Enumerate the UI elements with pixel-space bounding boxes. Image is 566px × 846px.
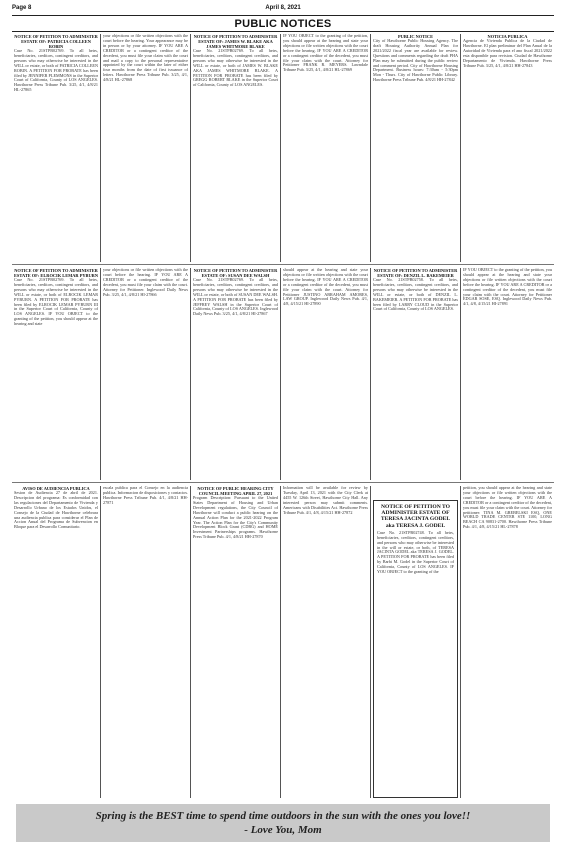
row-divider-2 — [12, 482, 554, 483]
page-date: April 8, 2021 — [265, 5, 301, 11]
notice-title: NOTICIA PUBLICA — [487, 34, 528, 39]
header-rule — [12, 15, 554, 16]
notice-body: Program Description: Pursuant to the United States Department of Housing and Urban Development regulations, the City Council of Hawthorne will conduct a public hearing on the Annual Action Plan for the 2021-2022 Program Year. The Action Plan for the City's Community Development Block Grant (CDBG) and HOME Investment Partnerships programs. Hawthorne Press Tribune Pub. 4/1, 4/8/21 HH-27870 — [193, 495, 278, 540]
notice-column — [101, 268, 190, 480]
notice-column — [101, 34, 190, 262]
notice-title: NOTICE OF PETITION TO ADMINISTER ESTATE OF TERESA JACINTA GODEL aka TERESA J. GODEL — [380, 504, 451, 529]
notices-row-1 — [12, 34, 554, 262]
ad-line-2: - Love You, Mom — [244, 824, 322, 836]
notice-column — [12, 268, 100, 480]
notice-body: your objections or file written objections with the court before the hearing. IF YOU ARE A CREDITOR or a contingent creditor of the decedent, you must file your claim with the court. Attorney for Petitioner. Inglewood Daily News Pub. 3/25, 4/1, 4/8/21 HI-27866 — [103, 268, 188, 297]
notice-body: Case No. 21STPB02769. To all heirs, beneficiaries, creditors, contingent creditors, and persons who may otherwise be interested in the WILL or estate, or both of SUSAN DEE WALSH. A PETITION FOR PROBATE has been filed by JEFFREY WALSH in the Superior Court of California, County of LOS ANGELES. Inglewood Daily News Pub. 3/25, 4/1, 4/8/21 HI-27867 — [193, 277, 278, 317]
notice-body: Information will be available for review by Tuesday, April 13, 2021 with the City Clerk at 4455 W. 126th Street, Hawthorne City Hall. Any interested person may submit comments. Americans with Disabilities Act. Hawthorne Press Tribune Pub. 4/1, 4/8, 4/15/21 HH-27872 — [283, 486, 368, 515]
notice-column — [371, 486, 460, 798]
notice-column — [461, 268, 554, 480]
notice-blake-estate — [193, 34, 278, 262]
notice-aviso-continued — [103, 486, 188, 798]
notices-row-3 — [12, 486, 554, 798]
notice-column — [12, 486, 100, 798]
notice-title: AVISO DE AUDIENCIA PUBLICA — [22, 486, 90, 491]
notice-title: NOTICE OF PUBLIC HEARING CITY COUNCIL MEETING APRIL 27, 2021 — [197, 486, 274, 496]
spring-message-ad — [16, 804, 550, 842]
notice-pyburn-estate — [14, 268, 98, 480]
notice-walsh-estate — [193, 268, 278, 480]
notice-column — [461, 34, 554, 262]
notice-column — [191, 268, 280, 480]
notice-body: IF YOU OBJECT to the granting of the petition, you should appear at the hearing and state your objections or file written objections with the court before the hearing. IF YOU ARE A CREDITOR or a contingent creditor of the decedent, you must file your claim with the court. Attorney for Petitioner EDGAR SOSE, ESQ. Inglewood Daily News Pub. 4/1, 4/8, 4/15/21 HI-27891 — [463, 268, 552, 307]
notice-column — [461, 486, 554, 798]
notice-godel-continued — [463, 486, 552, 798]
notice-public-hearing-continued — [283, 486, 368, 798]
notice-column — [281, 34, 370, 262]
notice-bakemeier-estate — [373, 268, 458, 480]
notice-column — [281, 268, 370, 480]
notice-body: should appear at the hearing and state your objections or file written objections with the court before the hearing. IF YOU ARE A CREDITOR or a contingent creditor of the decedent, you must file your claim with the court. Attorney for Petitioner JUSTINO ABRAHAM AMORES, LAW GROUP. Inglewood Daily News Pub. 4/1, 4/8, 4/15/21 HI-27890 — [283, 268, 368, 307]
notice-body: petition, you should appear at the hearing and state your objections or file written objections with the court before the hearing. IF YOU ARE A CREDITOR or a contingent creditor of the decedent, you must file your claim with the court. Attorney for petitioner: TINA M. GREBELSKI ESQ, ONE WORLD TRADE CENTER STE 1100, LONG BEACH CA 90831-2700. Hawthorne Press Tribune Pub. 4/1, 4/8, 4/15/21 HL-27878 — [463, 486, 552, 530]
notice-column — [12, 34, 100, 262]
row-divider-1 — [12, 264, 554, 265]
notice-column — [191, 34, 280, 262]
notice-bakemeier-continued — [463, 268, 552, 480]
notice-body: City of Hawthorne Public Housing Agency. The draft Housing Authority Annual Plan for 2021/2022 fiscal year are available for review. Questions and comments regarding the draft PHA Plan may be submitted during the public review and comment period. City of Hawthorne Housing Department. Business hours: 7:30am - 5:30pm Mon - Thurs. City of Hawthorne Public Library. Hawthorne Press Tribune Pub. 4/8/21 HH-27842 — [373, 38, 458, 83]
ad-line-1: Spring is the BEST time to spend time outdoors in the sun with the ones you love!! — [95, 810, 471, 822]
notice-column — [191, 486, 280, 798]
notice-body: Case No. 21STPB02748. To all heirs, beneficiaries, creditors, contingent creditors, and persons who may otherwise be interested in the will or estate, or both, of TERESA JACINTA GODEL aka TERESA J. GODEL. A PETITION FOR PROBATE has been filed by Barbi M. Godel in the Superior Court of California, County of LOS ANGELES. IF YOU OBJECT to the granting of the — [377, 529, 454, 575]
notice-godel-estate — [373, 500, 458, 798]
page-header — [12, 5, 554, 15]
section-rule — [12, 31, 554, 32]
notice-column — [101, 486, 190, 798]
notice-noticia-publica — [463, 34, 552, 262]
notice-blake-continued — [283, 34, 368, 262]
notice-robin-estate — [14, 34, 98, 262]
notice-aviso-audiencia — [14, 486, 98, 798]
notice-body: Case No. 21STPB02769. To all heirs, beneficiaries, creditors, contingent creditors, and persons who may otherwise be interested in the WILL or estate, or both of ELROCIK LEMAR PYBURN. A PETITION FOR PROBATE has been filed by ELROCIK LEMAR PYBURN III in the Superior Court of California, County of LOS ANGELES. IF YOU OBJECT to the granting of the petition, you should appear at the hearing and state — [14, 277, 98, 327]
notice-walsh-continued — [283, 268, 368, 480]
notice-body: IF YOU OBJECT to the granting of the petition, you should appear at the hearing and state your objections or file written objections with the court before the hearing. IF YOU ARE A CREDITOR or a contingent creditor of the decedent, you must file your claim with the court. Attorney for Petitioner FRANK R. MEYERS. Lawndale Tribune Pub. 3/25, 4/1, 4/8/21 HL-27869 — [283, 34, 368, 73]
notice-title: NOTICE OF PETITION TO ADMINISTER ESTATE OF: ELROCIK LEMAR PYBURN — [14, 268, 98, 278]
notice-title: PUBLIC NOTICE — [397, 34, 433, 39]
notice-title: NOTICE OF PETITION TO ADMINISTER ESTATE OF: PATRICIA COLLEEN ROBIN — [14, 34, 98, 49]
notice-body: Case No. 21STPB02769. To all heirs, beneficiaries, creditors, contingent creditors, and persons who may otherwise be interested in the WILL or estate, or both of JAMES W. BLAKE AKA JAMES WHITMORE BLAKE. A PETITION FOR PROBATE has been filed by GREGG ROBERT BLAKE in the Superior Court of California, County of LOS ANGELES. — [193, 48, 278, 88]
notice-body: Case No. 21STPB02758. To all heirs, beneficiaries, creditors, contingent creditors, and persons who may otherwise be interested in the WILL or estate, or both of DENZIL L. BAKEMEIER. A PETITION FOR PROBATE has been filed by LARRY CLOUD in the Superior Court of California, County of LOS ANGELES. — [373, 277, 458, 312]
notice-robin-continued — [103, 34, 188, 262]
notice-body: Sesion de Audiencia 27 de abril de 2021. Descripcion del programa: Es conformidad con las regulaciones del Departamento de Vivienda y Desarrollo Urbano de los Estados Unidos, el Consejo de la Ciudad de Hawthorne celebrara una audiencia publica para considerar el Plan de Accion Anual del Programa de Subvencion en Bloque para el Desarrollo Comunitario. — [14, 490, 98, 530]
notices-row-2 — [12, 268, 554, 480]
notice-column — [281, 486, 370, 798]
notice-body: escala publica para el Consejo en la audiencia publica. Informacion de disposiciones y contactos. Hawthorne Press Tribune Pub. 4/1, 4/8/21 HH-27871 — [103, 486, 188, 505]
notice-body: your objections or file written objections with the court before the hearing. Your appearance may be in person or by your attorney. IF YOU ARE A CREDITOR or a contingent creditor of the decedent, you must file your claim with the court and mail a copy to the personal representative appointed by the court within the later of either four months from the date of first issuance of letters. Hawthorne Press Tribune Pub. 3/25, 4/1, 4/8/21 HL-27868 — [103, 34, 188, 83]
notice-body: Case No. 21STPB02769. To all heirs, beneficiaries, creditors, contingent creditors, and persons who may otherwise be interested in the WILL or estate, or both of PATRICIA COLLEEN ROBIN. A PETITION FOR PROBATE has been filed by JENNIFER PLEMMONS in the Superior Court of California, County of LOS ANGELES. Hawthorne Press Tribune Pub. 3/25, 4/1, 4/8/21 HL-27865 — [14, 48, 98, 93]
page-number: Page 8 — [12, 5, 32, 11]
notice-column — [371, 268, 460, 480]
notice-title: NOTICE OF PETITION TO ADMINISTER ESTATE OF: SUSAN DEE WALSH — [193, 268, 278, 278]
section-title: PUBLIC NOTICES — [234, 18, 332, 30]
notice-pyburn-continued — [103, 268, 188, 480]
notice-public-hearing — [193, 486, 278, 798]
notice-body: Agencia de Vivienda Publica de la Ciudad de Hawthorne. El plan preliminar del Plan Anual de la Autoridad de Vivienda para el ano fiscal 2021/2022 esta disponible para revision. Ciudad de Hawthorne Departamento de Vivienda. Hawthorne Press Tribune Pub. 3/25, 4/1, 4/8/21 HH-27843 — [463, 38, 552, 68]
notice-public-housing — [373, 34, 458, 262]
notice-title: NOTICE OF PETITION TO ADMINISTER ESTATE OF: JAMES W. BLAKE AKA JAMES WHITMORE BLAKE — [193, 34, 278, 49]
notice-title: NOTICE OF PETITION TO ADMINISTER ESTATE OF: DENZIL L. BAKEMEIER — [373, 268, 458, 278]
notice-column — [371, 34, 460, 262]
